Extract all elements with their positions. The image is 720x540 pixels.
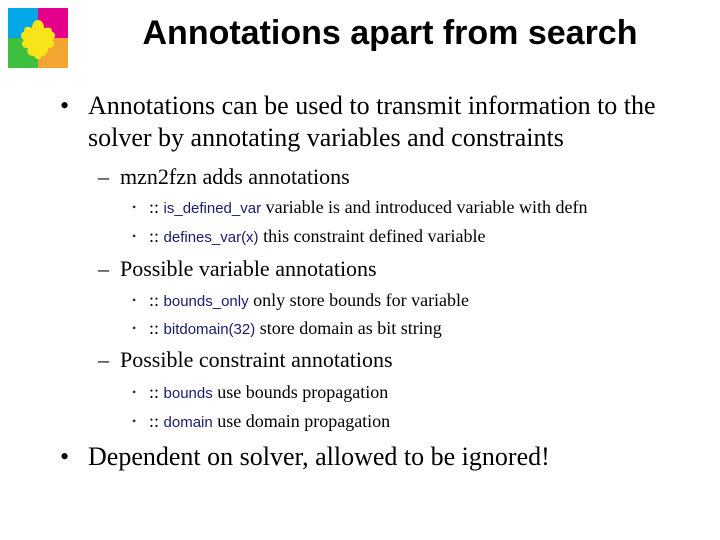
small-bullet-glyph: • [132, 200, 137, 214]
small-bullet-glyph: • [132, 385, 137, 399]
sub-bullet-text: Possible variable annotations [120, 256, 377, 281]
annotation-prefix: :: [149, 226, 164, 246]
annotation-description: use domain propagation [212, 411, 391, 431]
annotation-code: bounds [163, 385, 213, 402]
annotation-description: variable is and introduced variable with defn [261, 197, 588, 217]
annotation-prefix: :: [149, 382, 164, 402]
annotation-prefix: :: [149, 318, 164, 338]
annotation-code: defines_var(x) [163, 229, 259, 246]
dash-glyph: – [98, 256, 109, 281]
annotation-prefix: :: [149, 411, 164, 431]
sub-bullet-text: Possible constraint annotations [120, 347, 393, 372]
annotation-code: is_defined_var [163, 200, 262, 217]
dash-glyph: – [98, 347, 109, 372]
small-bullet-glyph: • [132, 293, 137, 307]
annotation-description: store domain as bit string [255, 318, 442, 338]
sub-bullet-text: mzn2fzn adds annotations [120, 164, 350, 189]
bullet-text: Dependent on solver, allowed to be ignored! [88, 442, 550, 471]
dash-glyph: – [98, 164, 109, 189]
annotation-description: only store bounds for variable [248, 290, 470, 310]
bullet-item [60, 441, 700, 473]
annotation-code: bounds_only [163, 293, 249, 310]
bullet-item [60, 90, 700, 154]
bullet-glyph: • [60, 442, 70, 471]
bullet-text: Annotations can be used to transmit information to the solver by annotating variables and constraints [88, 91, 656, 152]
annotation-description: this constraint defined variable [258, 226, 486, 246]
slide-title: Annotations apart from search [142, 14, 638, 52]
small-bullet-glyph: • [132, 229, 137, 243]
small-bullet-glyph: • [132, 321, 137, 335]
annotation-code: bitdomain(32) [163, 321, 256, 338]
bullet-glyph: • [60, 91, 70, 120]
annotation-description: use bounds propagation [212, 382, 389, 402]
small-bullet-glyph: • [132, 414, 137, 428]
annotation-prefix: :: [149, 290, 164, 310]
annotation-code: domain [163, 414, 213, 431]
annotation-prefix: :: [149, 197, 164, 217]
